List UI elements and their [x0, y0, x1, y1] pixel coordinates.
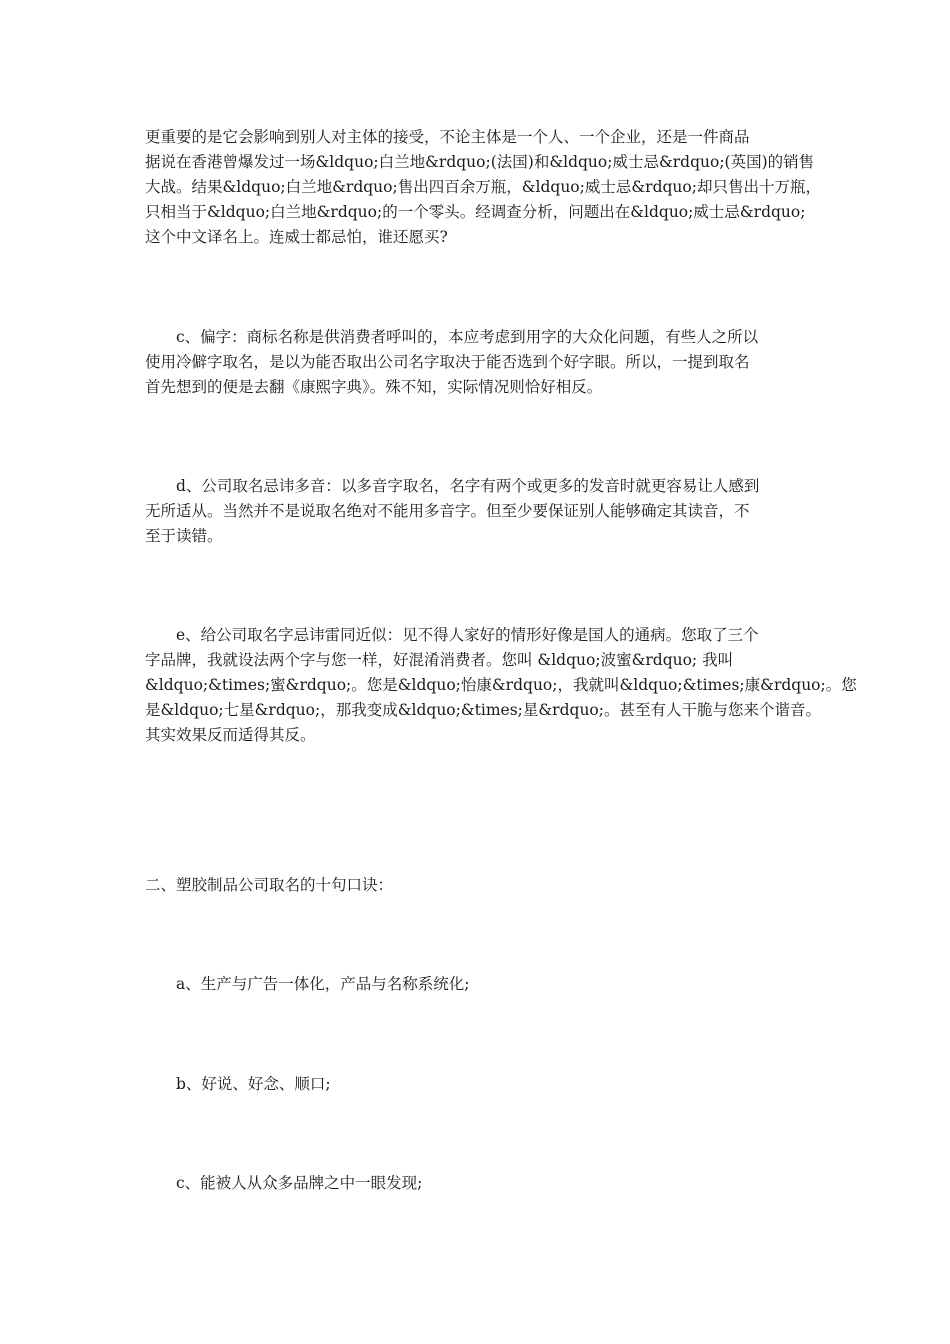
paragraph-rare-characters: [145, 325, 807, 400]
section-heading-text: 二、塑胶制品公司取名的十句口诀：: [145, 876, 394, 894]
text-line: 其实效果反而适得其反。: [145, 726, 316, 744]
text-line: 字品牌，我就设法两个字与您一样，好混淆消费者。您叫 &ldquo;波蜜&rdquo; 我叫: [145, 651, 734, 669]
text-line: 这个中文译名上。连威士都忌怕，谁还愿买?: [145, 228, 448, 246]
list-item-a: a、生产与广告一体化，产品与名称系统化;: [176, 975, 470, 993]
text-line: 首先想到的便是去翻《康熙字典》。殊不知，实际情况则恰好相反。: [145, 378, 603, 396]
paragraph-similar-names: [145, 623, 857, 748]
text-line: 至于读错。: [145, 527, 223, 545]
section-heading: [145, 873, 807, 898]
paragraph-polyphonic: [145, 474, 807, 549]
text-line: c、偏字：商标名称是供消费者呼叫的，本应考虑到用字的大众化问题，有些人之所以: [176, 328, 759, 346]
text-line: 更重要的是它会影响到别人对主体的接受，不论主体是一个人、一个企业，还是一件商品: [145, 128, 750, 146]
text-line: 使用冷僻字取名，是以为能否取出公司名字取决于能否选到个好字眼。所以，一提到取名: [145, 353, 750, 371]
text-line: 大战。结果&ldquo;白兰地&rdquo;售出四百余万瓶，&ldquo;威士忌&rdquo;却只售出十万瓶，: [145, 178, 821, 196]
text-line: &ldquo;&times;蜜&rdquo;。您是&ldquo;怡康&rdquo;，我就叫&ldquo;&times;康&rdquo;。您: [145, 676, 857, 694]
list-item-b: b、好说、好念、顺口;: [176, 1075, 331, 1093]
text-line: 据说在香港曾爆发过一场&ldquo;白兰地&rdquo;(法国)和&ldquo;威士忌&rdquo;(英国)的销售: [145, 153, 815, 171]
list-item-c: c、能被人从众多品牌之中一眼发现;: [176, 1174, 423, 1192]
paragraph-brandy-whisky: [145, 125, 821, 250]
text-line: 是&ldquo;七星&rdquo;，那我变成&ldquo;&times;星&rdquo;。甚至有人干脆与您来个谐音。: [145, 701, 821, 719]
text-line: e、给公司取名字忌讳雷同近似：见不得人家好的情形好像是国人的通病。您取了三个: [176, 626, 759, 644]
text-line: d、公司取名忌讳多音：以多音字取名，名字有两个或更多的发音时就更容易让人感到: [176, 477, 760, 495]
text-line: 只相当于&ldquo;白兰地&rdquo;的一个零头。经调查分析，问题出在&ldquo;威士忌&rdquo;: [145, 203, 806, 221]
text-line: 无所适从。当然并不是说取名绝对不能用多音字。但至少要保证别人能够确定其读音，不: [145, 502, 750, 520]
